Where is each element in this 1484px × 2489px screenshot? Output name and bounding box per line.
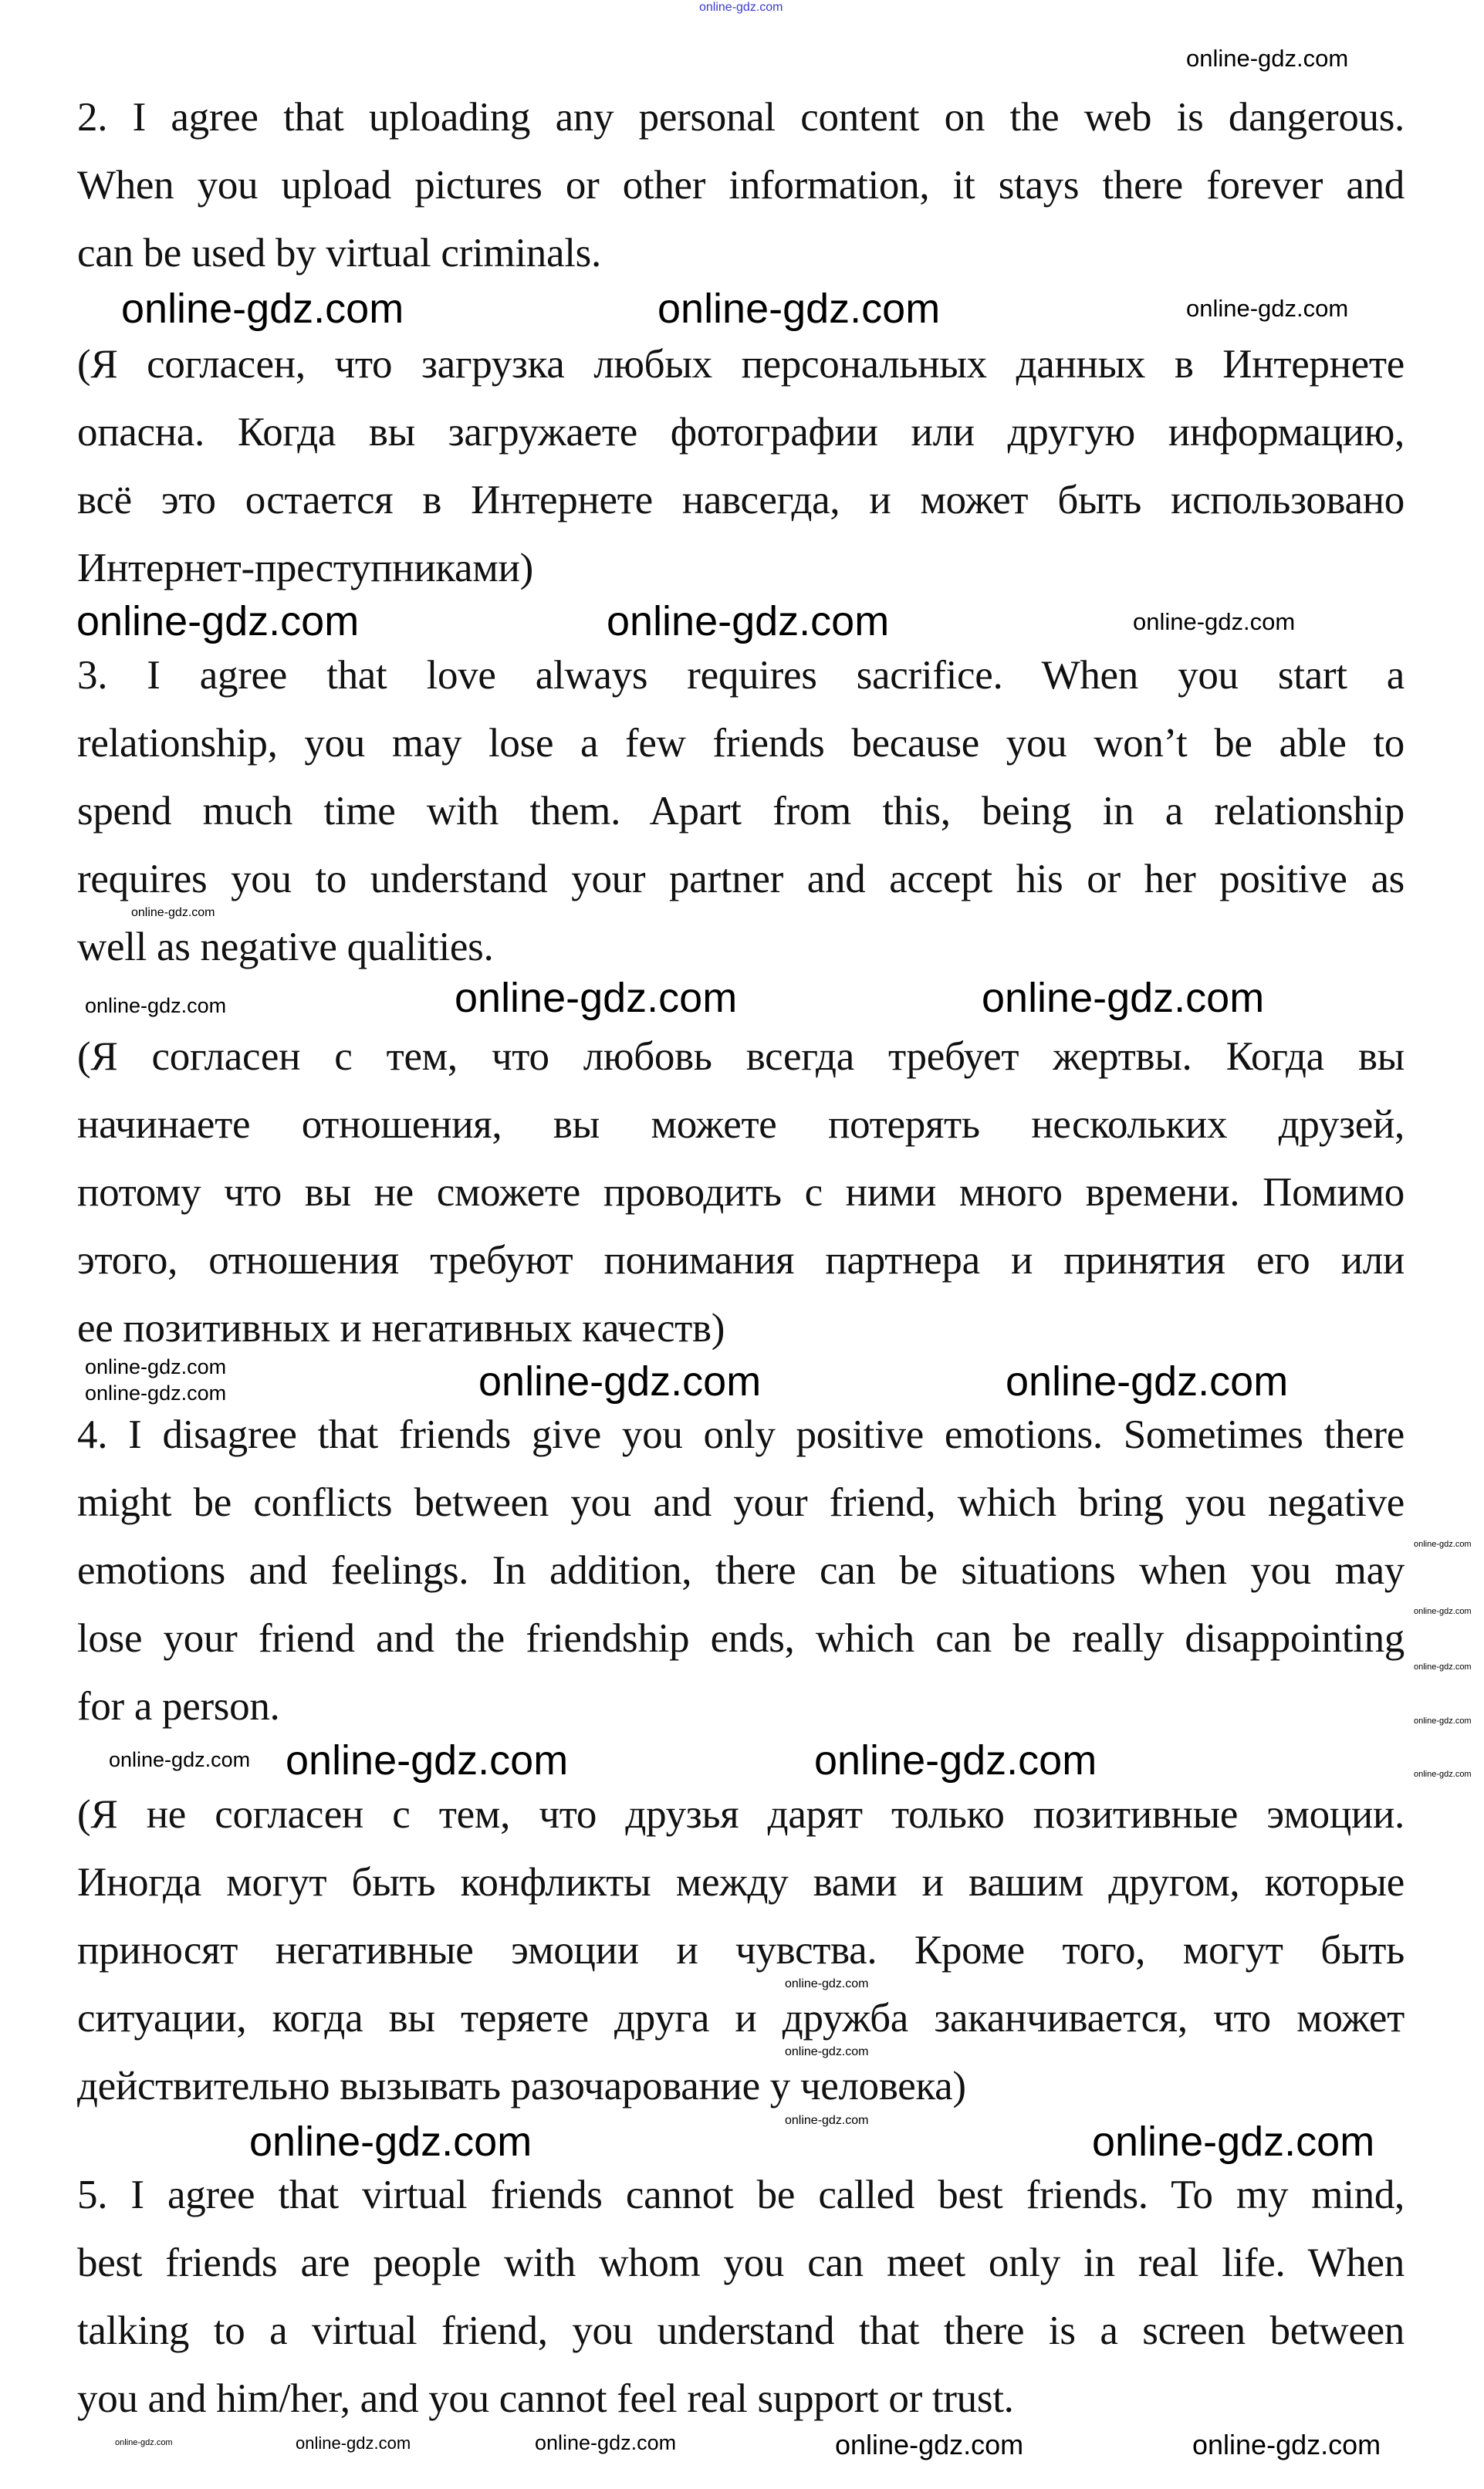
watermark: online-gdz.com: [535, 2431, 677, 2454]
text-line: When you upload pictures or other information, it stays there forever and: [77, 163, 1405, 208]
text-line: you and him/her, and you cannot feel real support or trust.: [77, 2376, 1014, 2421]
watermark: online-gdz.com: [1414, 1662, 1472, 1672]
watermark: online-gdz.com: [85, 994, 227, 1017]
text-line: 4. I disagree that friends give you only positive emotions. Sometimes there: [77, 1412, 1405, 1457]
watermark: online-gdz.com: [814, 1737, 1097, 1784]
watermark: online-gdz.com: [85, 1355, 227, 1378]
text-line: ситуации, когда вы теряете друга и дружба заканчивается, что может: [77, 1996, 1405, 2041]
watermark: online-gdz.com: [478, 1358, 762, 1405]
watermark: online-gdz.com: [785, 2045, 869, 2058]
text-line: ее позитивных и негативных качеств): [77, 1306, 725, 1351]
watermark: online-gdz.com: [296, 2433, 411, 2453]
paragraph-p2-ru: [77, 340, 1405, 612]
watermark: online-gdz.com: [1133, 608, 1296, 635]
text-line: действительно вызывать разочарование у человека): [77, 2064, 966, 2109]
watermark: online-gdz.com: [657, 286, 941, 332]
watermark: online-gdz.com: [76, 598, 360, 644]
watermark: online-gdz.com: [835, 2429, 1024, 2460]
watermark: online-gdz.com: [1186, 45, 1349, 72]
text-line: 2. I agree that uploading any personal content on the web is dangerous.: [77, 95, 1405, 140]
text-line: can be used by virtual criminals.: [77, 231, 601, 276]
watermark: online-gdz.com: [785, 1977, 869, 1990]
watermark: online-gdz.com: [785, 2114, 869, 2127]
watermark: online-gdz.com: [455, 975, 738, 1021]
watermark: online-gdz.com: [1414, 1540, 1472, 1549]
text-line: might be conflicts between you and your friend, which bring you negative: [77, 1480, 1405, 1525]
text-line: потому что вы не сможете проводить с ними много времени. Помимо: [77, 1170, 1405, 1215]
text-line: 5. I agree that virtual friends cannot be called best friends. To my mind,: [77, 2173, 1405, 2217]
text-line: этого, отношения требуют понимания партнера и принятия его или: [77, 1238, 1405, 1283]
paragraph-p2-en: [77, 93, 1405, 297]
text-line: spend much time with them. Apart from this, being in a relationship: [77, 789, 1405, 834]
text-line: (Я согласен, что загрузка любых персональных данных в Интернете: [77, 342, 1405, 387]
watermark: online-gdz.com: [1414, 1770, 1472, 1779]
watermark: online-gdz.com: [249, 2119, 532, 2165]
text-line: relationship, you may lose a few friends because you won’t be able to: [77, 721, 1405, 766]
text-line: Интернет-преступниками): [77, 546, 533, 590]
watermark: online-gdz.com: [699, 1, 783, 14]
paragraph-p5-en: [77, 2171, 1405, 2443]
text-line: (Я не согласен с тем, что друзья дарят только позитивные эмоции.: [77, 1792, 1405, 1837]
watermark: online-gdz.com: [286, 1737, 569, 1784]
text-line: приносят негативные эмоции и чувства. Кроме того, могут быть: [77, 1928, 1405, 1973]
text-line: начинаете отношения, вы можете потерять нескольких друзей,: [77, 1102, 1405, 1147]
paragraph-p3-en: [77, 651, 1405, 991]
watermark: online-gdz.com: [1092, 2119, 1375, 2165]
watermark: online-gdz.com: [1414, 1607, 1472, 1616]
watermark: online-gdz.com: [607, 598, 890, 644]
text-line: emotions and feelings. In addition, there can be situations when you may: [77, 1548, 1405, 1593]
text-line: best friends are people with whom you can meet only in real life. When: [77, 2240, 1405, 2285]
text-line: requires you to understand your partner and accept his or her positive as: [77, 857, 1405, 901]
text-line: 3. I agree that love always requires sacrifice. When you start a: [77, 653, 1405, 698]
text-line: (Я согласен с тем, что любовь всегда требует жертвы. Когда вы: [77, 1034, 1405, 1079]
paragraph-p4-en: [77, 1411, 1405, 1750]
watermark: online-gdz.com: [1192, 2429, 1381, 2460]
paragraph-p4-ru: [77, 1791, 1405, 2130]
watermark: online-gdz.com: [121, 286, 404, 332]
paragraph-p3-ru: [77, 1033, 1405, 1372]
watermark: online-gdz.com: [85, 1381, 227, 1405]
text-line: всё это остается в Интернете навсегда, и может быть использовано: [77, 478, 1405, 522]
watermark: online-gdz.com: [1006, 1358, 1289, 1405]
watermark: online-gdz.com: [131, 906, 215, 919]
text-line: well as negative qualities.: [77, 925, 494, 969]
watermark: online-gdz.com: [115, 2438, 173, 2447]
watermark: online-gdz.com: [1186, 295, 1349, 322]
watermark: online-gdz.com: [982, 975, 1265, 1021]
watermark: online-gdz.com: [1414, 1716, 1472, 1726]
text-line: for a person.: [77, 1684, 280, 1729]
text-line: lose your friend and the friendship ends, which can be really disappointing: [77, 1616, 1405, 1661]
text-line: talking to a virtual friend, you understand that there is a screen between: [77, 2308, 1405, 2353]
watermark: online-gdz.com: [109, 1748, 251, 1771]
text-line: Иногда могут быть конфликты между вами и вашим другом, которые: [77, 1860, 1405, 1905]
text-line: опасна. Когда вы загружаете фотографии или другую информацию,: [77, 410, 1405, 455]
